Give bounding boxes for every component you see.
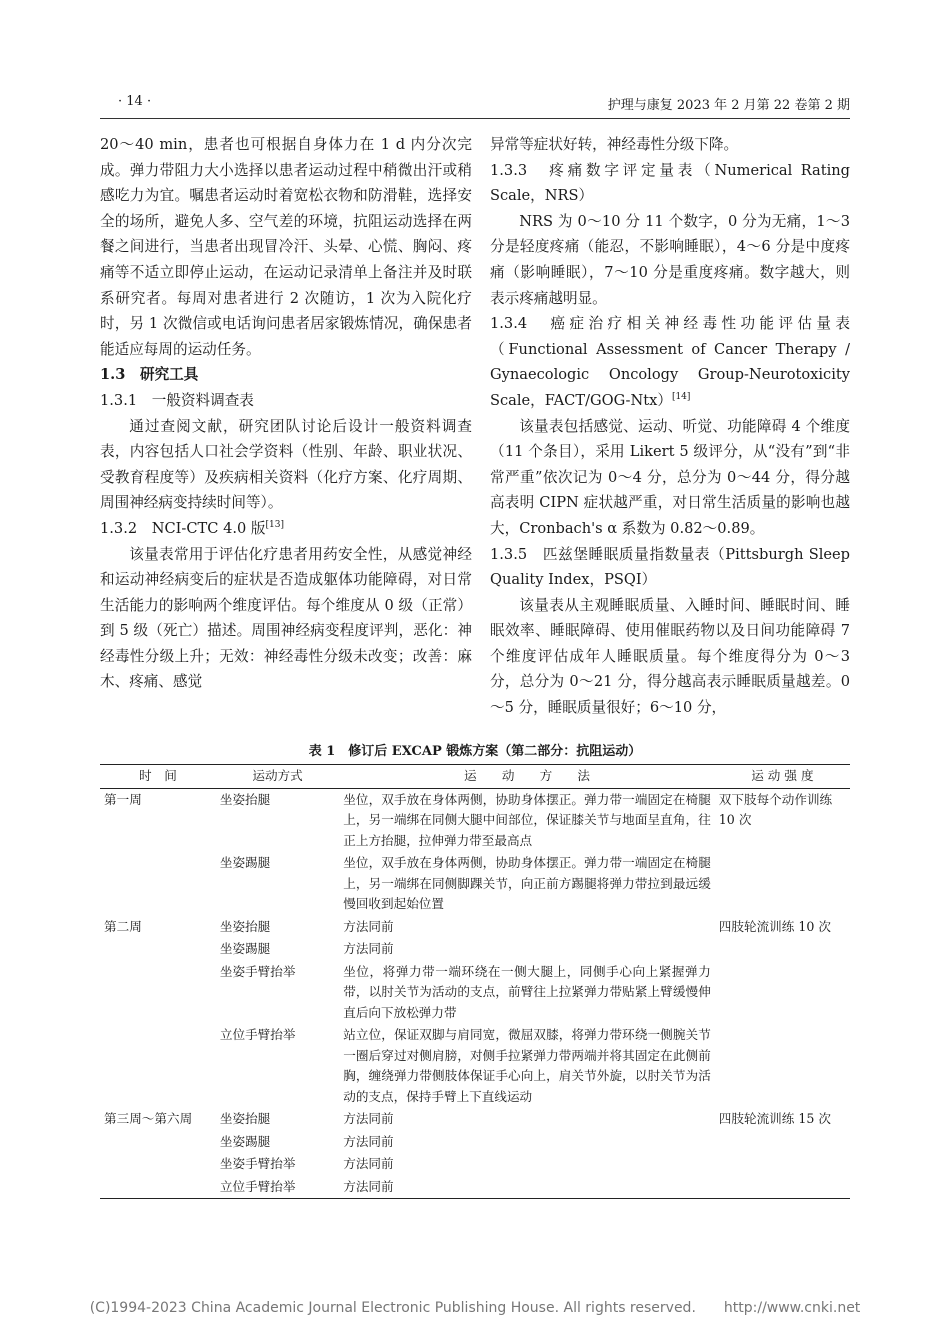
citation: [13] — [265, 520, 284, 531]
table-caption: 表 1 修订后 EXCAP 锻炼方案（第二部分：抗阻运动） — [308, 744, 642, 759]
paragraph: 该量表包括感觉、运动、听觉、功能障碍 4 个维度（11 个条目），采用 Likert 5 级评分，从“没有”到“非常严重”依次记为 0～4 分，总分为 0～44 分，得分越高表明 CIPN 症状越严重，对日常生活质量的影响也越大，Cronbach's α 系数为 0.82～0.89。 — [490, 417, 850, 537]
heading-text: 1.3.2 NCI-CTC 4.0 版 — [100, 519, 266, 537]
table-cell — [100, 961, 216, 1025]
table-row — [100, 1131, 850, 1154]
table-cell — [715, 852, 850, 916]
table-cell: 方法同前 — [339, 1176, 715, 1199]
table-cell — [100, 852, 216, 916]
table-cell — [100, 938, 216, 961]
table-cell: 立位手臂抬举 — [216, 1176, 339, 1199]
section-heading: 1.3 研究工具 — [100, 366, 199, 384]
table-cell — [100, 1131, 216, 1154]
table-header-row — [100, 765, 850, 789]
exercise-table — [100, 764, 850, 1199]
table-cell: 坐姿手臂抬举 — [219, 963, 296, 979]
subsection-heading: 1.3.3 疼痛数字评定量表（Numerical Rating Scale，NRS） — [490, 161, 850, 205]
table-cell: 坐姿抬腿 — [219, 918, 271, 934]
table-cell: 坐姿抬腿 — [219, 791, 271, 807]
table-cell — [715, 961, 850, 1025]
table-cell — [715, 1131, 850, 1154]
header-rule — [100, 118, 850, 119]
right-column — [490, 132, 850, 721]
table-cell: 坐姿手臂抬举 — [219, 1156, 296, 1171]
table-row — [100, 938, 850, 961]
table-cell: 方法同前 — [343, 1133, 394, 1149]
subsection-heading — [100, 516, 472, 542]
header-cell: 运动方式 — [216, 765, 339, 789]
paragraph: NRS 为 0～10 分 11 个数字，0 分为无痛，1～3 分是轻度疼痛（能忍，不影响睡眠），4～6 分是中度疼痛（影响睡眠），7～10 分是重度疼痛。数字越大，则表示疼痛越明显。 — [490, 212, 850, 307]
table-cell — [100, 1153, 216, 1176]
paragraph: 通过查阅文献，研究团队讨论后设计一般资料调查表，内容包括人口社会学资料（性别、年龄、职业状况、受教育程度等）及疾病相关资料（化疗方案、化疗周期、周围神经病变持续时间等）。 — [100, 417, 472, 512]
page-number: · 14 · — [118, 94, 152, 109]
paragraph: 该量表常用于评估化疗患者用药安全性，从感觉神经和运动神经病变后的症状是否造成躯体功能障碍，对日常生活能力的影响两个维度评估。每个维度从 0 级（正常）到 5 级（死亡）描述。周围神经病变程度评判，恶化：神经毒性分级上升；无效：神经毒性分级未改变；改善：麻木、疼痛、感觉 — [100, 545, 472, 691]
header-cell: 运 动 方 法 — [339, 765, 715, 789]
paragraph: 该量表从主观睡眠质量、入睡时间、睡眠时间、睡眠效率、睡眠障碍、使用催眠药物以及日间功能障碍 7 个维度评估成年人睡眠质量。每个维度得分为 0～3 分，总分为 0～21 分，得分越高表示睡眠质量越差。0～5 分，睡眠质量很好；6～10 分， — [490, 596, 850, 717]
table-row — [100, 916, 850, 939]
subsection-heading: 1.3.5 匹兹堡睡眠质量指数量表（Pittsburgh Sleep Quality Index，PSQI） — [490, 545, 850, 589]
table-cell: 立位手臂抬举 — [219, 1027, 296, 1042]
table-cell: 双下肢每个动作训练 10 次 — [718, 791, 833, 827]
table-cell: 第一周 — [104, 791, 142, 807]
table-cell: 方法同前 — [343, 1111, 394, 1126]
table-row — [100, 852, 850, 916]
citation: [14] — [671, 392, 691, 403]
table-cell: 四肢轮流训练 10 次 — [718, 918, 831, 934]
table-cell: 第三周～第六周 — [104, 1111, 193, 1126]
table-cell — [715, 938, 850, 961]
table-row — [100, 1176, 850, 1199]
table-cell: 站立位，保证双脚与肩同宽，微屈双膝，将弹力带环绕一侧腕关节一圈后穿过对侧肩膀，对侧手拉紧弹力带两端并将其固定在此侧前胸，缠绕弹力带侧肢体保证手心向上，肩关节外旋，以肘关节为活动的支点，保持手臂上下直线运动 — [343, 1027, 711, 1104]
copyright-footer: (C)1994-2023 China Academic Journal Electronic Publishing House. All rights reserved. http://www.cnki.net — [89, 1300, 861, 1316]
subsection-heading — [490, 311, 850, 413]
table-row — [100, 1024, 850, 1108]
header-cell: 时 间 — [100, 765, 216, 789]
table-cell: 坐位，双手放在身体两侧，协助身体摆正。弹力带一端固定在椅腿上，另一端绑在同侧脚踝关节，向正前方踢腿将弹力带拉到最远缓慢回收到起始位置 — [343, 855, 711, 911]
table-cell: 方法同前 — [343, 1156, 394, 1171]
paragraph: 20～40 min，患者也可根据自身体力在 1 d 内分次完成。弹力带阻力大小选择以患者运动过程中稍微出汗或稍感吃力为宜。嘱患者运动时着宽松衣物和防滑鞋，选择安全的场所，避免人多、空气差的环境，抗阻运动选择在两餐之间进行，当患者出现冒冷汗、头晕、心慌、胸闷、疼痛等不适立即停止运动，在运动记录清单上备注并及时联系研究者。每周对患者进行 2 次随访，1 次为入院化疗时，另 1 次微信或电话询问患者居家锻炼情况，确保患者能适应每周的运动任务。 — [100, 136, 472, 358]
table-row — [100, 1153, 850, 1176]
table-cell: 方法同前 — [343, 941, 394, 956]
left-column — [100, 132, 472, 695]
subsection-heading: 1.3.1 一般资料调查表 — [100, 391, 254, 409]
paragraph: 异常等症状好转，神经毒性分级下降。 — [490, 136, 739, 153]
table-cell: 坐位，双手放在身体两侧，协助身体摆正。弹力带一端固定在椅腿上，另一端绑在同侧大腿中间部位，保证膝关节与地面呈直角，往正上方抬腿，拉伸弹力带至最高点 — [343, 791, 711, 848]
table-cell: 第二周 — [104, 918, 142, 934]
table-cell: 四肢轮流训练 15 次 — [718, 1111, 831, 1126]
table-cell: 坐姿抬腿 — [219, 1111, 271, 1126]
table-cell: 坐姿踢腿 — [219, 855, 271, 870]
table-cell: 坐位，将弹力带一端环绕在一侧大腿上，同侧手心向上紧握弹力带，以肘关节为活动的支点，前臂往上拉紧弹力带贴紧上臂缓慢伸直后向下放松弹力带 — [343, 963, 711, 1020]
heading-text: 1.3.4 癌症治疗相关神经毒性功能评估量表（Functional Assessment of Cancer Therapy / Gynaecologic Oncology Group-Neurotoxicity Scale，FACT/GOG-Ntx） — [490, 315, 850, 409]
table-cell: 坐姿踢腿 — [219, 1133, 271, 1149]
table-cell: 方法同前 — [343, 918, 394, 934]
table-cell — [715, 1024, 850, 1108]
table-row — [100, 1108, 850, 1131]
table-row — [100, 788, 850, 852]
table-cell: 坐姿踢腿 — [219, 941, 271, 956]
header-cell: 运 动 强 度 — [715, 765, 850, 789]
table-cell — [715, 1176, 850, 1199]
table-cell — [100, 1024, 216, 1108]
table-row — [100, 961, 850, 1025]
table-cell — [715, 1153, 850, 1176]
table-cell — [100, 1176, 216, 1199]
journal-header: 护理与康复 2023 年 2 月第 22 卷第 2 期 — [607, 98, 850, 113]
